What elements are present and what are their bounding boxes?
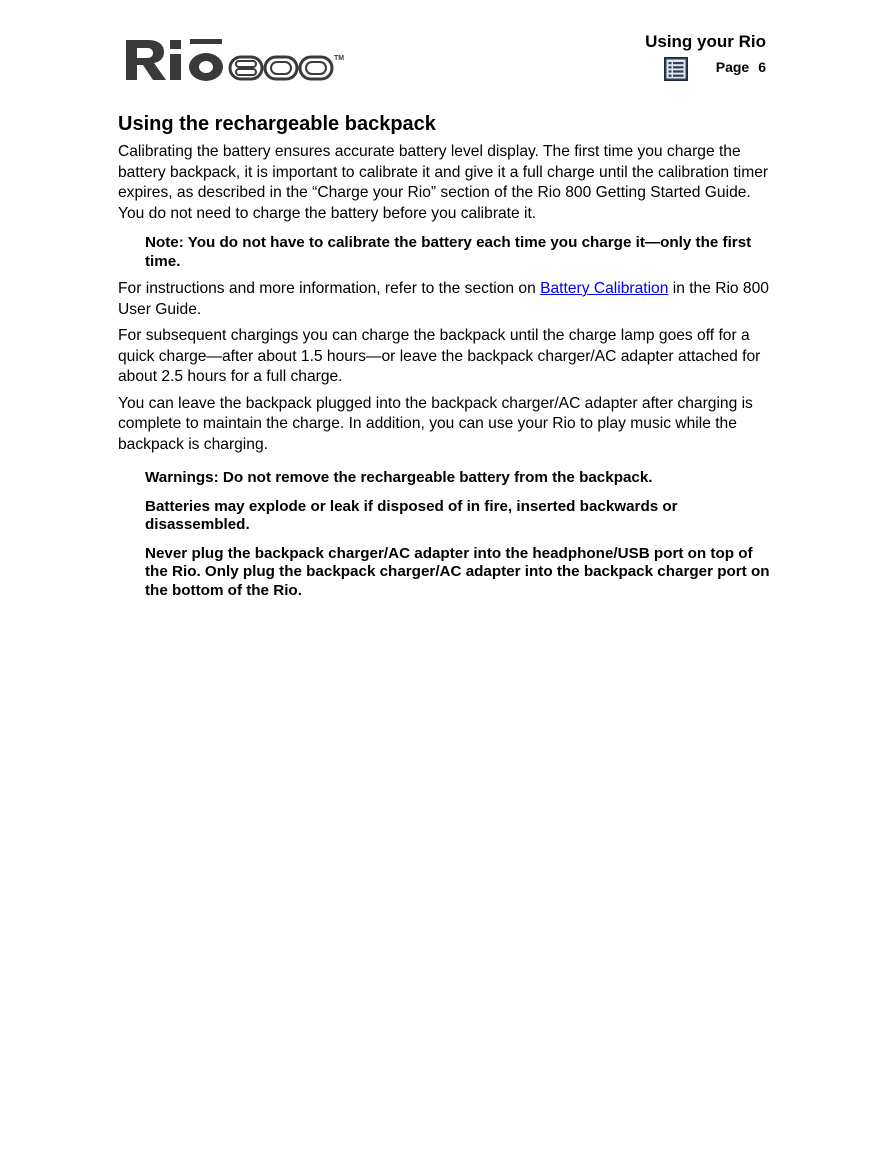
calibration-note: Note: You do not have to calibrate the battery each time you charge it—only the first time. <box>145 234 752 270</box>
section-title: Using your Rio <box>645 32 766 51</box>
page-label: Page <box>715 59 750 75</box>
page-content <box>118 112 774 610</box>
page-number <box>716 59 766 75</box>
paragraph-maintain-charge: You can leave the backpack plugged into the backpack charger/AC adapter after charging is complete to maintain the charge. In addition, you can use your Rio to play music while the backpack is charging. <box>118 394 753 453</box>
warnings-label: Warnings: <box>145 469 219 486</box>
rio-800-logo <box>122 30 346 86</box>
paragraph-instructions-text-end: in the Rio 800 User Guide. <box>118 280 769 318</box>
paragraph-subsequent-charging: For subsequent chargings you can charge the backpack until the charge lamp goes off for a quick charge—after about 1.5 hours—or leave the backpack charger/AC adapter attached for about 2.5 hours for a full charge. <box>118 327 761 385</box>
page-number-value: 6 <box>758 59 766 75</box>
paragraph-instructions-text-start: For instructions and more information, refer to the section on <box>118 280 541 297</box>
warning-charger-port: Never plug the backpack charger/AC adapter into the headphone/USB port on top of the Rio. Only plug the backpack charger/AC adapter into the backpack charger port on the bottom of the Rio. <box>145 544 770 599</box>
paragraph-instructions <box>118 279 774 320</box>
svg-text:TM: TM <box>334 55 345 62</box>
battery-calibration-link[interactable]: Battery Calibration <box>540 280 669 297</box>
warning-remove-battery-text: Do not remove the rechargeable battery from the backpack. <box>222 469 653 486</box>
paragraph-calibration-intro: Calibrating the battery ensures accurate battery level display. The first time you charge the battery backpack, it is important to calibrate it and give it a full charge until the calibration timer expires, as described in the “Charge your Rio” section of the Rio 800 Getting Started Guide. You do not need to charge the battery before you calibrate it. <box>118 143 769 222</box>
warning-battery-explode: Batteries may explode or leak if disposed of in fire, inserted backwards or disassembled. <box>145 497 678 533</box>
section-heading: Using the rechargeable backpack <box>118 113 436 135</box>
warning-remove-battery <box>145 469 774 488</box>
table-of-contents-icon[interactable] <box>664 57 688 81</box>
